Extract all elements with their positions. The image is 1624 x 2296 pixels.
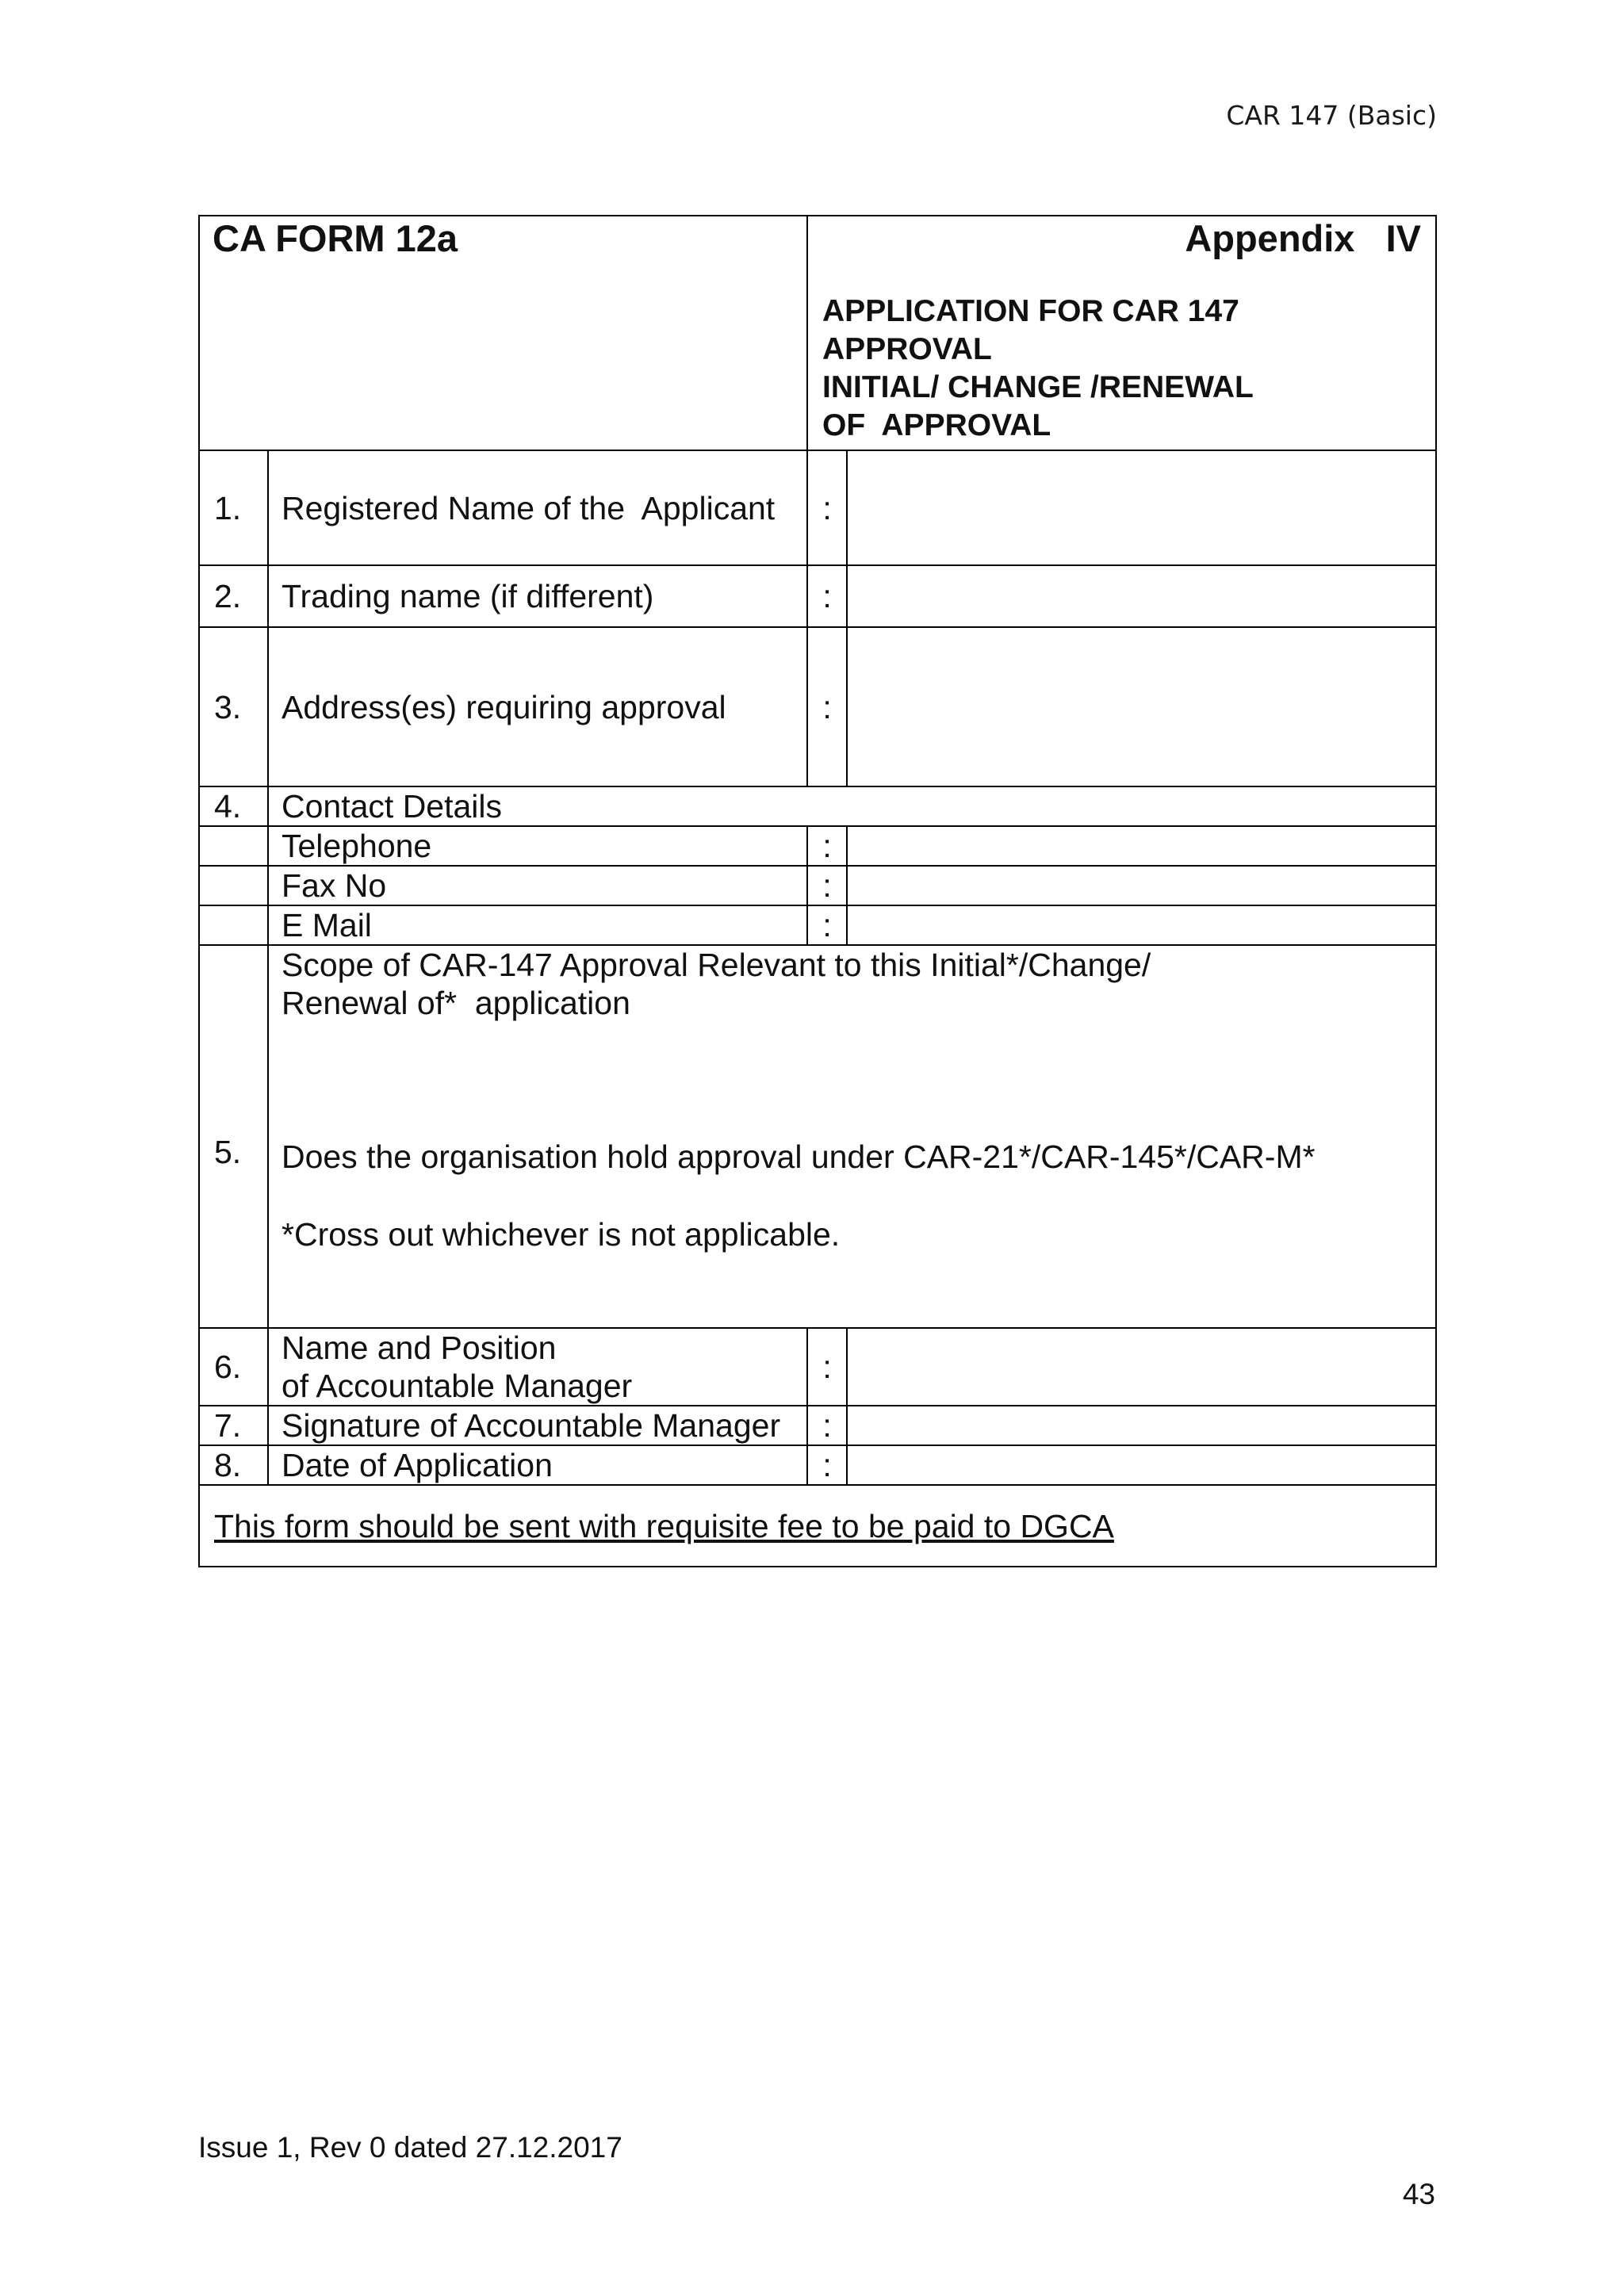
row-scope bbox=[199, 945, 1436, 1328]
row-signature bbox=[199, 1406, 1436, 1445]
signature-label: Signature of Accountable Manager bbox=[268, 1406, 807, 1445]
colon-separator: : bbox=[807, 826, 847, 866]
row-trading-name bbox=[199, 565, 1436, 627]
colon-separator: : bbox=[807, 1406, 847, 1445]
signature-field[interactable] bbox=[847, 1406, 1436, 1445]
fee-note: This form should be sent with requisite fee to be paid to DGCA bbox=[199, 1485, 1436, 1567]
accountable-manager-label bbox=[268, 1328, 807, 1406]
item-number: 4. bbox=[199, 786, 268, 826]
page-number: 43 bbox=[1402, 2178, 1435, 2210]
form-header-row bbox=[199, 216, 1436, 450]
application-form-table bbox=[198, 215, 1437, 1567]
scope-line: Renewal of* application bbox=[282, 985, 630, 1021]
item-number: 3. bbox=[199, 627, 268, 786]
row-telephone bbox=[199, 826, 1436, 866]
row-address bbox=[199, 627, 1436, 786]
item-number: 5. bbox=[199, 945, 268, 1328]
fax-label: Fax No bbox=[268, 866, 807, 905]
row-fax bbox=[199, 866, 1436, 905]
row-date bbox=[199, 1445, 1436, 1485]
document-reference: CAR 147 (Basic) bbox=[1226, 100, 1437, 131]
cross-out-note: *Cross out whichever is not applicable. bbox=[282, 1216, 841, 1253]
approval-question: Does the organisation hold approval under CAR-21*/CAR-145*/CAR-M* bbox=[282, 1138, 1316, 1175]
blank-cell bbox=[199, 905, 268, 945]
email-label: E Mail bbox=[268, 905, 807, 945]
colon-separator: : bbox=[807, 866, 847, 905]
issue-revision: Issue 1, Rev 0 dated 27.12.2017 bbox=[198, 2131, 622, 2164]
row-registered-name bbox=[199, 450, 1436, 565]
date-label: Date of Application bbox=[268, 1445, 807, 1485]
row-contact-details bbox=[199, 786, 1436, 826]
colon-separator: : bbox=[807, 450, 847, 565]
blank-cell bbox=[199, 866, 268, 905]
row-email bbox=[199, 905, 1436, 945]
contact-details-label: Contact Details bbox=[268, 786, 1436, 826]
application-title bbox=[821, 293, 1421, 445]
label-line: of Accountable Manager bbox=[282, 1368, 633, 1404]
row-footer-note bbox=[199, 1485, 1436, 1567]
form-id: CA FORM 12a bbox=[199, 216, 807, 450]
colon-separator: : bbox=[807, 1328, 847, 1406]
item-number: 1. bbox=[199, 450, 268, 565]
telephone-field[interactable] bbox=[847, 826, 1436, 866]
item-number: 7. bbox=[199, 1406, 268, 1445]
scope-line: Scope of CAR-147 Approval Relevant to this Initial*/Change/ bbox=[282, 947, 1151, 983]
colon-separator: : bbox=[807, 565, 847, 627]
registered-name-label: Registered Name of the Applicant bbox=[268, 450, 807, 565]
form-title-block bbox=[807, 216, 1436, 450]
appendix-label: Appendix IV bbox=[1185, 217, 1422, 259]
trading-name-field[interactable] bbox=[847, 565, 1436, 627]
accountable-manager-field[interactable] bbox=[847, 1328, 1436, 1406]
title-line: APPROVAL bbox=[822, 332, 992, 366]
item-number: 8. bbox=[199, 1445, 268, 1485]
title-line: INITIAL/ CHANGE /RENEWAL bbox=[822, 370, 1254, 404]
colon-separator: : bbox=[807, 905, 847, 945]
registered-name-field[interactable] bbox=[847, 450, 1436, 565]
row-accountable-manager bbox=[199, 1328, 1436, 1406]
title-line: APPLICATION FOR CAR 147 bbox=[822, 294, 1239, 328]
address-label: Address(es) requiring approval bbox=[268, 627, 807, 786]
colon-separator: : bbox=[807, 627, 847, 786]
trading-name-label: Trading name (if different) bbox=[268, 565, 807, 627]
email-field[interactable] bbox=[847, 905, 1436, 945]
item-number: 6. bbox=[199, 1328, 268, 1406]
telephone-label: Telephone bbox=[268, 826, 807, 866]
title-line: OF APPROVAL bbox=[822, 408, 1051, 442]
date-field[interactable] bbox=[847, 1445, 1436, 1485]
item-number: 2. bbox=[199, 565, 268, 627]
address-field[interactable] bbox=[847, 627, 1436, 786]
colon-separator: : bbox=[807, 1445, 847, 1485]
scope-block[interactable] bbox=[268, 945, 1436, 1328]
fax-field[interactable] bbox=[847, 866, 1436, 905]
blank-cell bbox=[199, 826, 268, 866]
label-line: Name and Position bbox=[282, 1330, 557, 1366]
